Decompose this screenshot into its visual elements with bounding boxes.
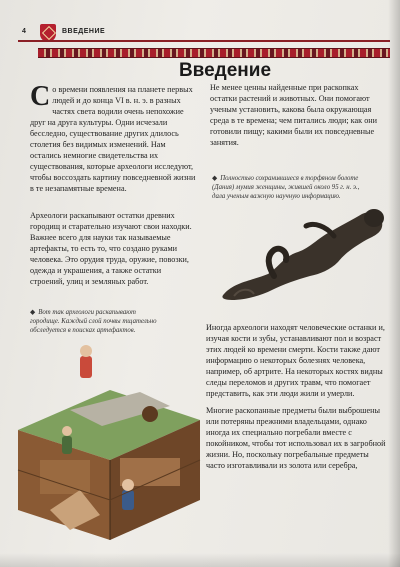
header-rule <box>18 40 390 42</box>
artifacts-paragraph: Археологи раскапывают остатки древних городищ и старательно изучают свои находки. Важнее всего для науки так называемые артефакты, то есть то, что создано руками человека. Это орудия труда, оружие, повозки, одежда и украшения, а также остатки строений, улиц и земляных работ. <box>30 211 192 286</box>
bones-paragraph: Иногда археологи находят человеческие останки и, изучая кости и зубы, устанавливают пол и возраст этих людей ко времени смерти. Кости также дают информацию о некоторых болезнях человека, например, об артрите. На некоторых костях видны следы переломов и других травм, что помогает представить, как эти люди жили и умерли. <box>206 323 385 398</box>
right-column-bottom <box>206 322 386 477</box>
caption-bullet-icon: ◆ <box>30 309 36 316</box>
bog-body-image <box>214 196 390 306</box>
archaeologist-figure-2 <box>122 479 134 510</box>
excavation-caption-text: Вот так археологи раскапывают городище. Каждый слой почвы тщательно обследуется в поисках артефактов. <box>30 309 157 334</box>
intro-paragraph <box>30 81 196 194</box>
excavation-illustration <box>10 340 206 550</box>
page-title: Введение <box>178 60 272 81</box>
bog-body-caption-text: Полностью сохранившиеся в торфяном болоте (Дания) мумия женщины, жившей около 95 г. н. э., дала ученым важную научную информацию. <box>212 175 360 200</box>
bog-body-figure <box>222 212 382 300</box>
excavation-caption <box>30 308 160 335</box>
section-name: ВВЕДЕНИЕ <box>62 28 106 35</box>
page-bottom-shadow <box>0 553 400 567</box>
page-header <box>18 24 390 42</box>
archaeologist-figure-3 <box>62 426 72 454</box>
page-edge-shadow <box>388 0 400 567</box>
dropcap: С <box>30 81 51 112</box>
remains-paragraph: Не менее ценны найденные при раскопках остатки растений и животных. Они помогают ученым установить, какова была окружающая среда в те времена; чем питались люди; как они готовили пищу; какими были их повседневные занятия. <box>210 83 378 147</box>
right-column-top <box>210 82 384 154</box>
intro-text: о времени появления на планете первых людей и до конца VI в. н. э. в разных частях света водили очень непохожие друг на друга культуры. Одни исчезали бесследно, существование других длилось столетия без видимых изменений. Нам остались немногие свидетельства их существования, которые археологи исследуют, чтобы воссоздать картину повседневной жизни в те незапамятные времена. <box>30 85 196 193</box>
left-column-second <box>30 210 196 293</box>
page-number: 4 <box>22 28 26 35</box>
left-column-intro <box>30 81 196 200</box>
burial-paragraph: Многие раскопанные предметы были выброшены или потеряны прежними владельцами, однако иногда их специально погребали вместе с покойником, чтобы тот использовал их в загробной жизни. Но, поскольку погребальные предметы часто изготавливали из золота или серебра, <box>206 406 386 470</box>
caption-bullet-icon: ◆ <box>212 175 218 182</box>
archaeologist-figure <box>80 345 92 378</box>
decorative-band <box>38 48 390 58</box>
